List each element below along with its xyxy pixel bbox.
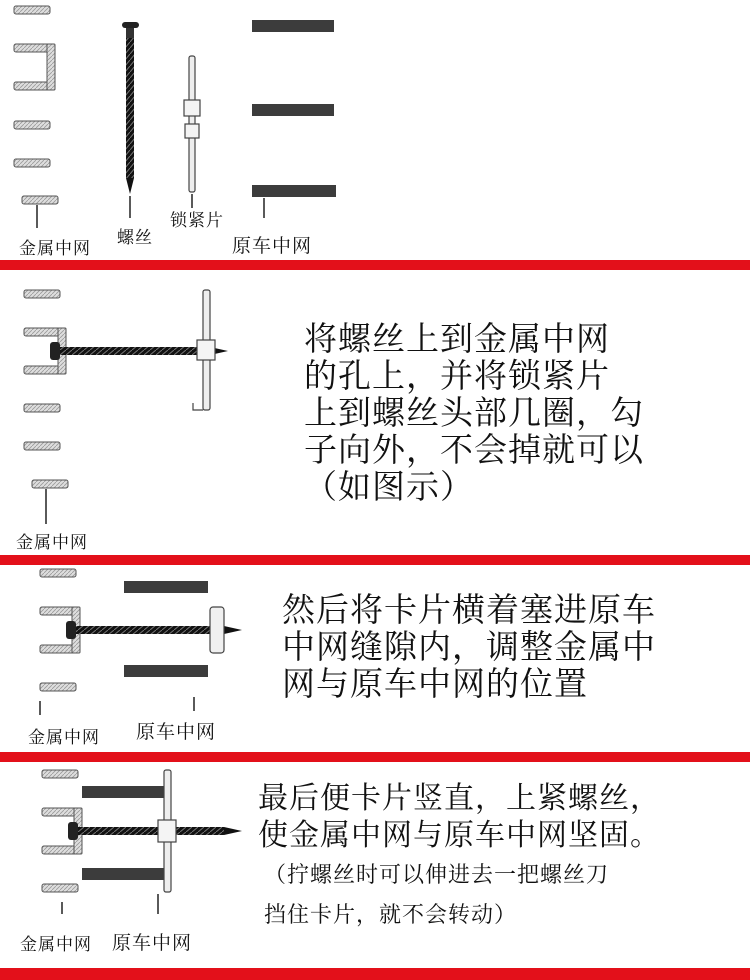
step2-text: 然后将卡片横着塞进原车 中网缝隙内，调整金属中 网与原车中网的位置 bbox=[282, 590, 656, 703]
original-grille-label: 原车中网 bbox=[232, 235, 313, 257]
metal-mesh-label: 金属中网 bbox=[16, 533, 88, 553]
original-grille-bars bbox=[252, 20, 336, 197]
parts-figure bbox=[0, 0, 750, 258]
original-grille-label: 原车中网 bbox=[136, 721, 217, 743]
red-divider bbox=[0, 968, 750, 980]
step3-text: 最后便卡片竖直，上紧螺丝， 使金属中网与原车中网坚固。 bbox=[258, 781, 661, 853]
step3-panel bbox=[0, 762, 750, 970]
screw-part bbox=[122, 22, 139, 194]
metal-mesh-label: 金属中网 bbox=[19, 239, 91, 259]
red-divider bbox=[0, 555, 750, 565]
parts-panel bbox=[0, 0, 750, 258]
step1-panel bbox=[0, 270, 750, 555]
metal-mesh-label: 金属中网 bbox=[20, 935, 92, 955]
step3-note: （拧螺丝时可以伸进去一把螺丝刀 挡住卡片，就不会转动） bbox=[264, 863, 610, 928]
step1-figure bbox=[0, 270, 260, 555]
red-divider bbox=[0, 260, 750, 270]
metal-mesh-label: 金属中网 bbox=[28, 728, 100, 748]
red-divider bbox=[0, 752, 750, 762]
original-grille-label: 原车中网 bbox=[112, 932, 193, 954]
screw-label: 螺丝 bbox=[117, 228, 153, 248]
step1-text: 将螺丝上到金属中网 的孔上，并将锁紧片 上到螺丝头部几圈，勾 子向外，不会掉就可以 （如图示） bbox=[304, 319, 644, 506]
metal-mesh-slats bbox=[14, 6, 58, 204]
lock-clip-part bbox=[184, 56, 200, 192]
lock-clip-label: 锁紧片 bbox=[170, 211, 224, 231]
step2-panel bbox=[0, 565, 750, 752]
